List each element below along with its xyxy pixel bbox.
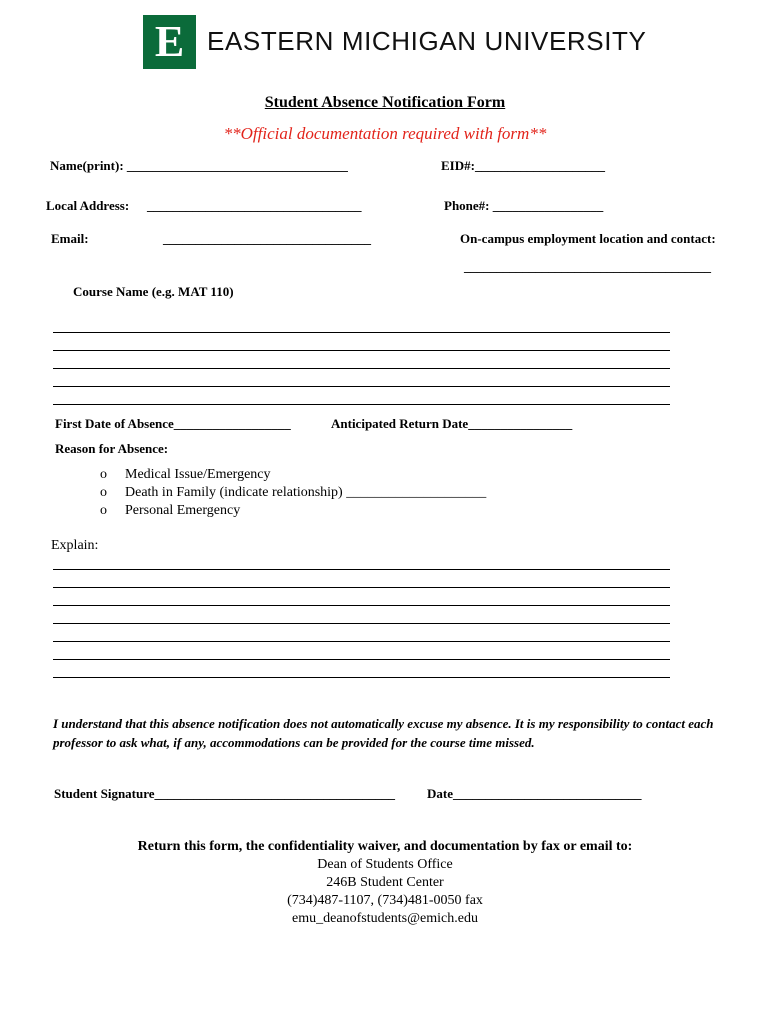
form-title: Student Absence Notification Form [264,94,506,111]
explain-line[interactable] [53,569,670,570]
local-address-label: Local Address: [46,198,130,213]
reason-text: Personal Emergency [125,503,241,518]
course-line[interactable] [53,350,670,351]
student-signature-field[interactable]: Student Signature_____________________________________ [54,786,396,801]
reason-text: Death in Family (indicate relationship) ____________________ [125,485,487,500]
logo-letter: E [154,17,185,66]
office-location: 246B Student Center [326,875,444,890]
explain-line[interactable] [53,659,670,660]
eid-field[interactable]: EID#:____________________ [441,158,605,173]
emu-logo-mark [143,15,196,69]
reason-label: Reason for Absence: [55,441,169,456]
employment-label: On-campus employment location and contact: [460,231,716,246]
employment-field[interactable]: ______________________________________ [464,259,711,274]
explain-line[interactable] [53,623,670,624]
first-date-field[interactable]: First Date of Absence__________________ [55,416,291,431]
form-subtitle: **Official documentation required with form** [223,124,547,143]
signature-date-field[interactable]: Date_____________________________ [427,786,642,801]
office-name: Dean of Students Office [317,857,453,872]
course-name-label: Course Name (e.g. MAT 110) [73,284,234,299]
explain-line[interactable] [53,677,670,678]
return-date-field[interactable]: Anticipated Return Date________________ [331,416,573,431]
reason-option-medical[interactable] [100,466,486,484]
explain-line[interactable] [53,605,670,606]
university-name: EASTERN MICHIGAN UNIVERSITY [207,26,647,56]
course-line[interactable] [53,368,670,369]
email-field[interactable]: ________________________________ [163,231,371,246]
course-line[interactable] [53,404,670,405]
bullet-icon: o [100,467,107,482]
explain-line[interactable] [53,587,670,588]
return-instruction-text: Return this form, the confidentiality waiver, and documentation by fax or email to: [137,839,633,854]
reason-text: Medical Issue/Emergency [125,467,271,482]
return-instructions [0,838,770,928]
phone-field[interactable]: Phone#: _________________ [444,198,604,213]
bullet-icon: o [100,503,107,518]
explain-line[interactable] [53,641,670,642]
explain-label: Explain: [51,538,99,553]
local-address-field[interactable]: _________________________________ [147,198,362,213]
course-line[interactable] [53,332,670,333]
office-email[interactable]: emu_deanofstudents@emich.edu [292,911,478,926]
office-phone-fax: (734)487-1107, (734)481-0050 fax [287,893,483,908]
reason-option-personal[interactable] [100,502,486,520]
name-field[interactable]: Name(print): __________________________________ [50,158,348,173]
bullet-icon: o [100,485,107,500]
email-label: Email: [51,231,89,246]
reason-options [100,466,486,520]
reason-option-death-in-family[interactable] [100,484,486,502]
course-line[interactable] [53,386,670,387]
acknowledgement-notice: I understand that this absence notification does not automatically excuse my absence. It is my responsibility to contact each professor to ask what, if any, accommodations can be provided for the course time missed. [53,716,714,750]
